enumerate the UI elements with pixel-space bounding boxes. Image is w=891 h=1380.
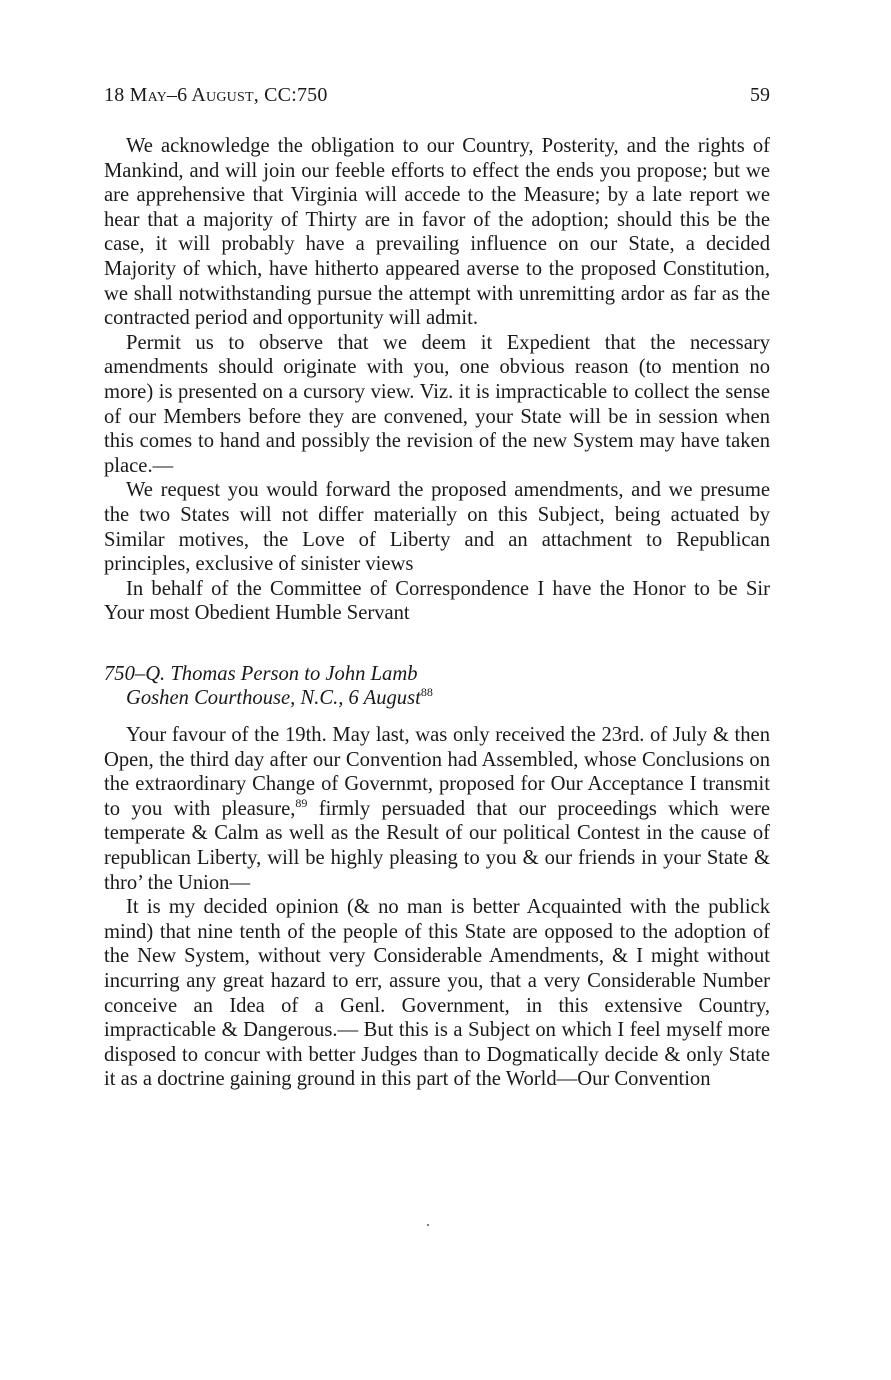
letter-p-body (104, 134, 770, 626)
paragraph: We acknowledge the obligation to our Country, Posterity, and the rights of Mankind, and will join our feeble efforts to effect the ends you propose; but we are apprehensive that Virginia will accede to the Measure; by a late report we hear that a majority of Thirty are in favor of the adoption; should this be the case, it will probably have a prevailing influence on our State, a decided Majority of which, have hitherto appeared averse to the proposed Constitution, we shall notwithstanding pursue the attempt with unremitting ardor as far as the contracted period and opportunity will admit. (104, 135, 770, 330)
document-heading (104, 662, 770, 711)
paragraph-text: Your favour of the 19th. May last, was only received the 23rd. of July & then Open, the third day after our Convention had Assembled, whose Conclusions on the extraordinary Change of Governmt, proposed for Our Acceptance I transmit to you with pleasure, (104, 724, 770, 820)
paragraph: We request you would forward the proposed amendments, and we presume the two States will not differ materially on this Subject, being actuated by Similar motives, the Love of Liberty and an attachment to Republican principles, exclusive of sinister views (104, 479, 770, 576)
footnote-ref: 89 (295, 795, 308, 810)
letter-q-body (104, 723, 770, 1092)
paragraph: It is my decided opinion (& no man is better Acquainted with the publick mind) that nine tenth of the people of this State are opposed to the adoption of the New System, without very Considerable Amendments, & I might without incurring any great hazard to err, assure you, that a very Considerable Number conceive an Idea of a Genl. Government, in this extensive Country, impracticable & Dangerous.— But this is a Subject on which I feel myself more disposed to concur with better Judges than to Dogmatically decide & only State it as a doctrine gaining ground in this part of the World—Our Convention (104, 896, 770, 1091)
page-number: 59 (750, 84, 770, 106)
heading-place-date-text: Goshen Courthouse, N.C., 6 August (126, 687, 421, 710)
paragraph-text: firmly persuaded that our proceedings which were temperate & Calm as well as the Result of our political Contest in the cause of republican Liberty, will be highly pleasing to you & our friends in your State & thro’ the Union— (104, 797, 770, 894)
heading-title: 750–Q. Thomas Person to John Lamb (104, 662, 418, 685)
paragraph (104, 723, 770, 895)
ink-speck (427, 1224, 429, 1226)
document-page (104, 84, 770, 1092)
footnote-ref: 88 (420, 685, 433, 700)
running-header (104, 84, 770, 114)
heading-place-date (104, 686, 770, 711)
spacer (104, 711, 770, 723)
paragraph: In behalf of the Committee of Correspondence I have the Honor to be Sir Your most Obedient Humble Servant (104, 577, 770, 625)
paragraph: Permit us to observe that we deem it Expedient that the necessary amendments should originate with you, one obvious reason (to mention no more) is presented on a cursory view. Viz. it is impracticable to collect the sense of our Members before they are convened, your State will be in session when this comes to hand and possibly the revision of the new System may have taken place.— (104, 331, 770, 477)
running-header-title: 18 May–6 August, CC:750 (104, 84, 328, 106)
